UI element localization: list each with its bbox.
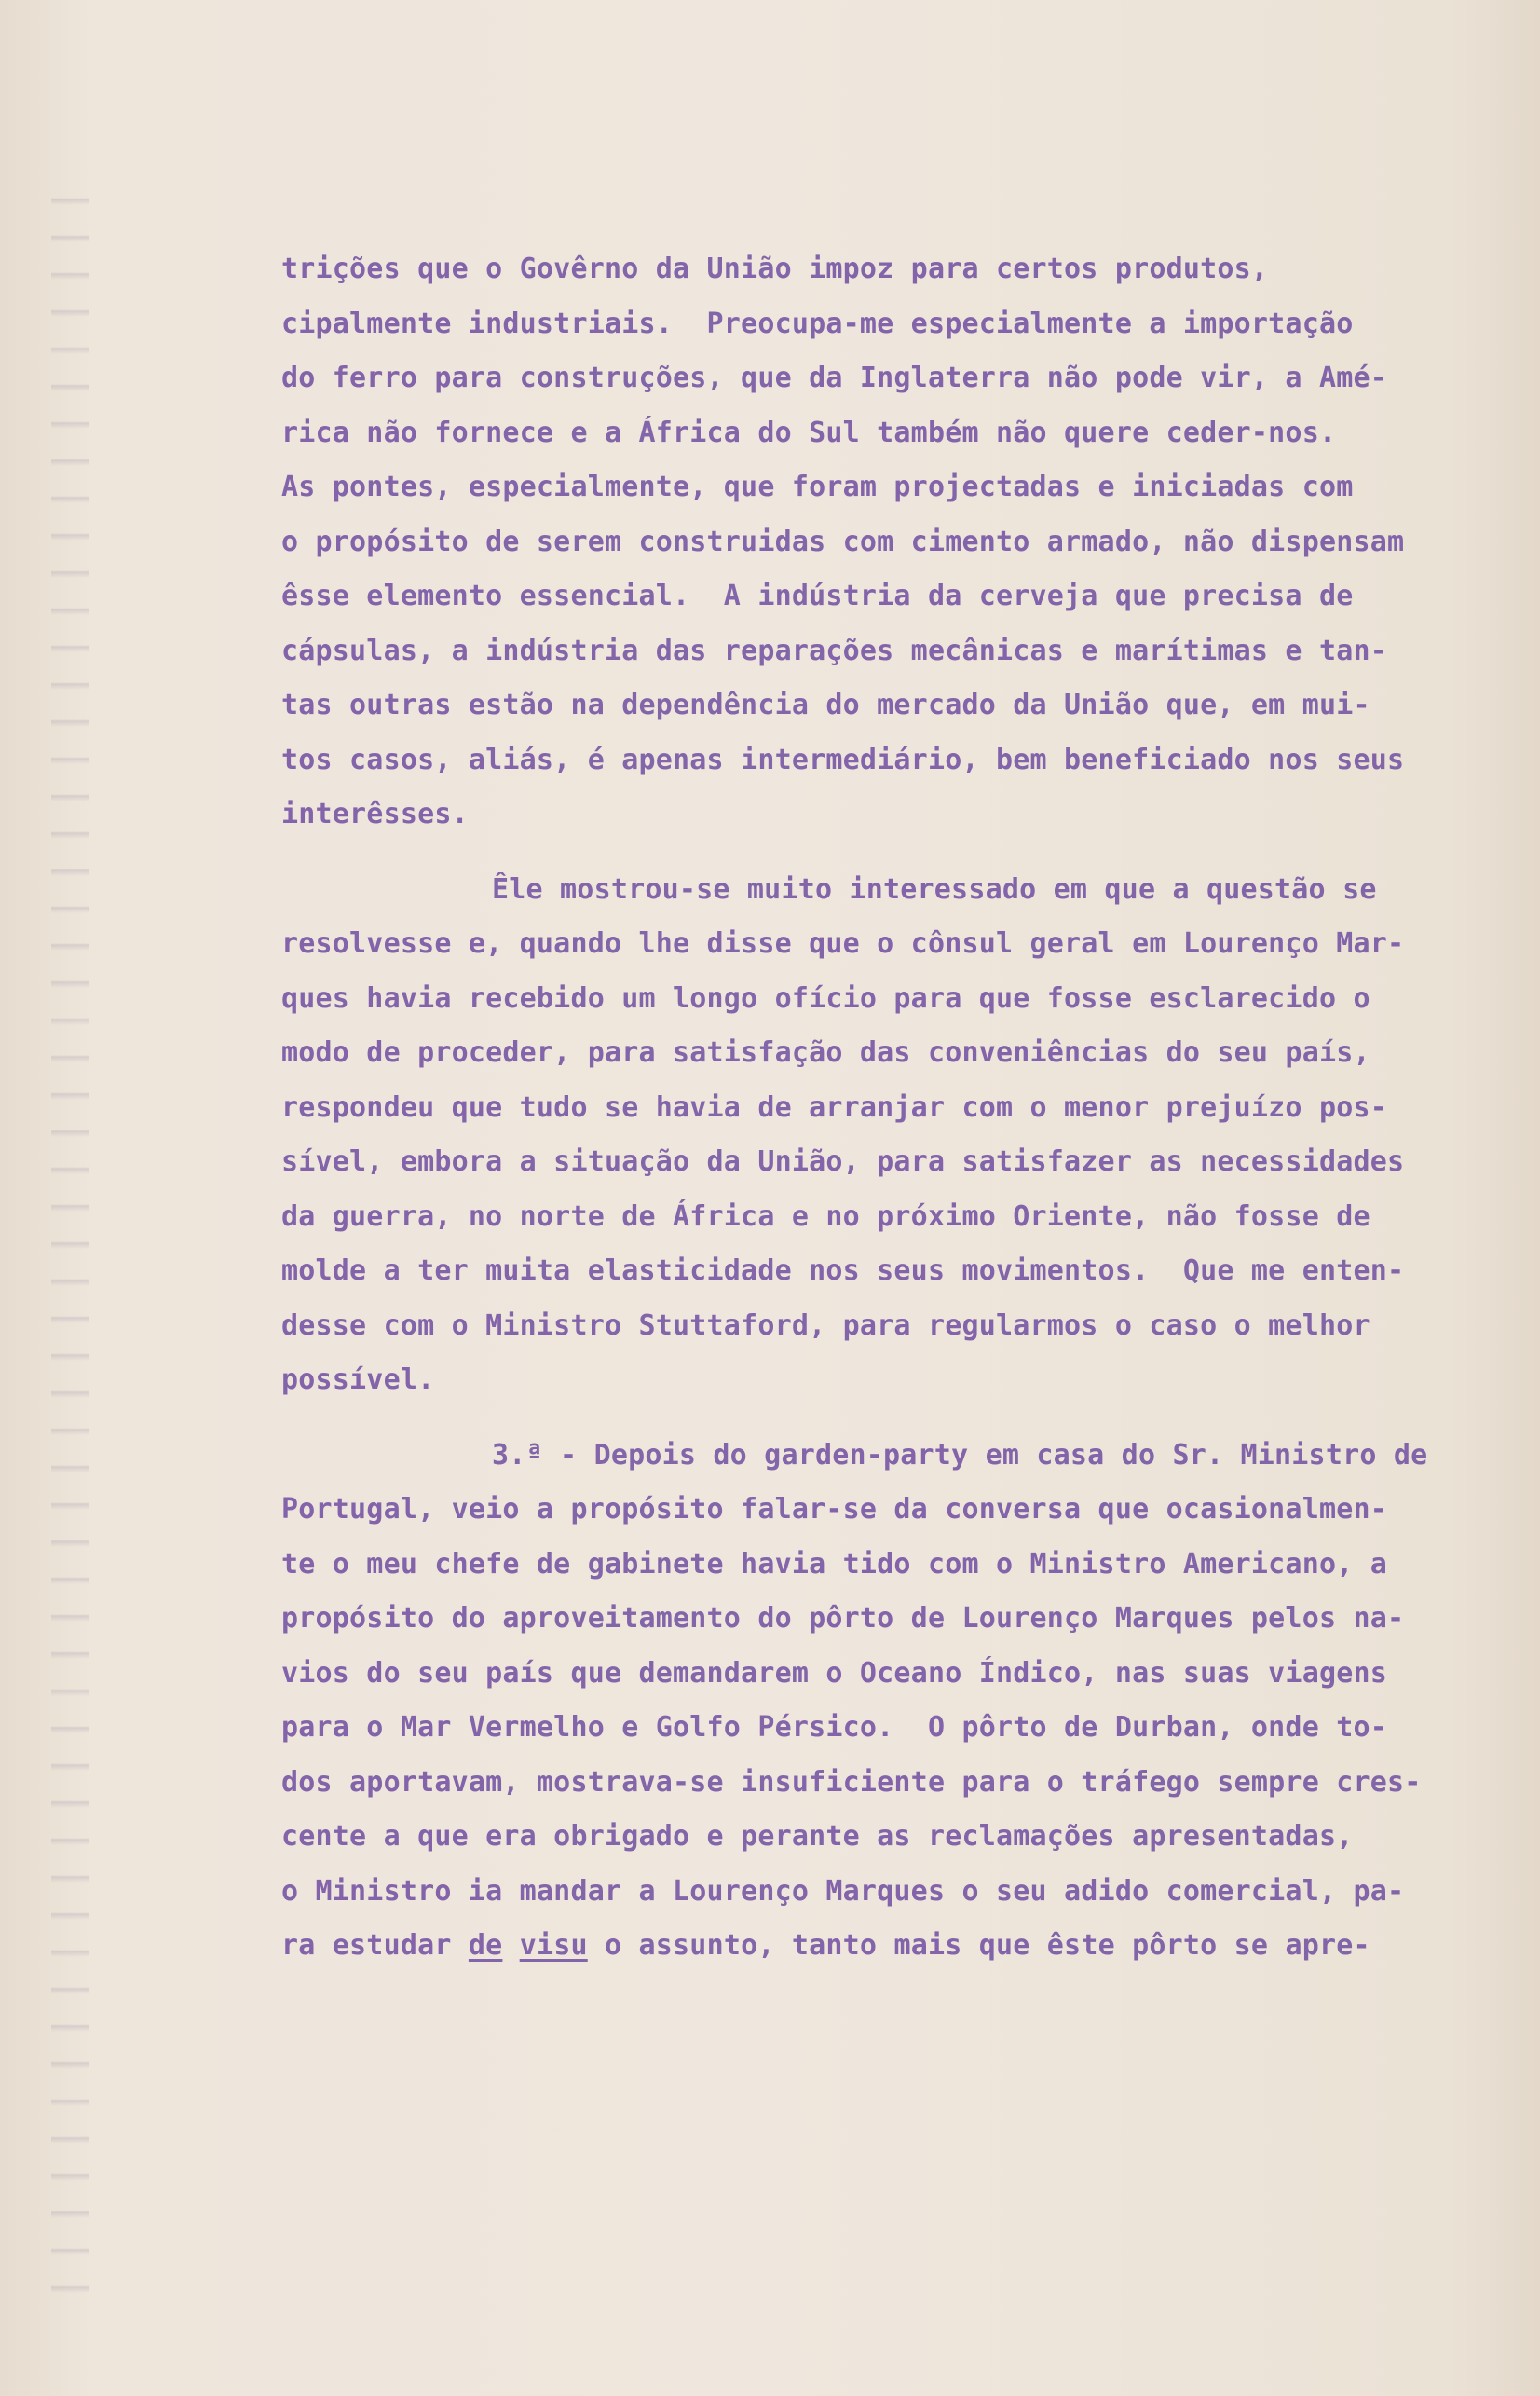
text-line: respondeu que tudo se havia de arranjar com o menor prejuízo pos- [281,1090,1387,1124]
text-line: cápsulas, a indústria das reparações mecânicas e marítimas e tan- [281,634,1387,667]
text-line: tos casos, aliás, é apenas intermediário, bem beneficiado nos seus [281,743,1405,776]
paragraph-3 [281,1429,1520,1974]
text-line-last [281,1919,1520,1974]
text-line: propósito do aproveitamento do pôrto de Lourenço Marques pelos na- [281,1602,1405,1635]
text-line: te o meu chefe de gabinete havia tido com o Ministro Americano, a [281,1547,1387,1581]
text-line: Êle mostrou-se muito interessado em que a questão se [492,872,1377,906]
text-line: ques havia recebido um longo ofício para que fosse esclarecido o [281,981,1370,1015]
text-line: As pontes, especialmente, que foram projectadas e iniciadas com [281,471,1354,503]
text-line: desse com o Ministro Stuttaford, para regularmos o caso o melhor [281,1308,1370,1342]
typewritten-text [281,242,1520,1974]
text-segment [502,1929,519,1962]
text-line: tas outras estão na dependência do mercado da União que, em mui- [281,689,1370,721]
text-line: 3.ª - Depois do garden-party em casa do Sr. Ministro de [492,1438,1428,1472]
text-line: do ferro para construções, que da Inglaterra não pode vir, a Amé- [281,362,1387,394]
underlined-latin-de: de [468,1929,503,1962]
text-line: interêsses. [281,798,469,830]
text-line: sível, embora a situação da União, para satisfazer as necessidades [281,1145,1405,1178]
text-line: cipalmente industriais. Preocupa-me especialmente a importação [281,307,1354,340]
paragraph-2 [281,863,1520,1408]
text-segment: ra estudar [281,1929,469,1962]
text-line: possível. [281,1363,435,1396]
paragraph-gap [281,842,1520,863]
text-line: o Ministro ia mandar a Lourenço Marques o seu adido comercial, pa- [281,1874,1405,1908]
text-line: cente a que era obrigado e perante as reclamações apresentadas, [281,1820,1354,1853]
text-segment: o assunto, tanto mais que êste pôrto se apre- [587,1929,1370,1962]
paragraph-1 [281,242,1520,842]
paper-edge-shadow [51,168,89,2311]
text-line: resolvesse e, quando lhe disse que o cônsul geral em Lourenço Mar- [281,927,1405,960]
text-line: Portugal, veio a propósito falar-se da conversa que ocasionalmen- [281,1493,1387,1526]
text-line: para o Mar Vermelho e Golfo Pérsico. O pôrto de Durban, onde to- [281,1711,1387,1744]
text-line: modo de proceder, para satisfação das conveniências do seu país, [281,1036,1370,1069]
text-line: rica não fornece e a África do Sul também não quere ceder-nos. [281,416,1337,449]
text-line: trições que o Govêrno da União impoz para certos produtos, [281,253,1286,285]
underlined-latin-visu: visu [519,1929,588,1962]
text-line: vios do seu país que demandarem o Oceano Índico, nas suas viagens [281,1656,1387,1690]
text-line: molde a ter muita elasticidade nos seus movimentos. Que me enten- [281,1254,1405,1287]
text-line: o propósito de serem construidas com cimento armado, não dispensam [281,525,1405,558]
text-line: êsse elemento essencial. A indústria da cerveja que precisa de [281,580,1354,612]
text-line: da guerra, no norte de África e no próximo Oriente, não fosse de [281,1199,1370,1233]
paragraph-gap [281,1408,1520,1429]
text-line: dos aportavam, mostrava-se insuficiente para o tráfego sempre cres- [281,1765,1422,1799]
